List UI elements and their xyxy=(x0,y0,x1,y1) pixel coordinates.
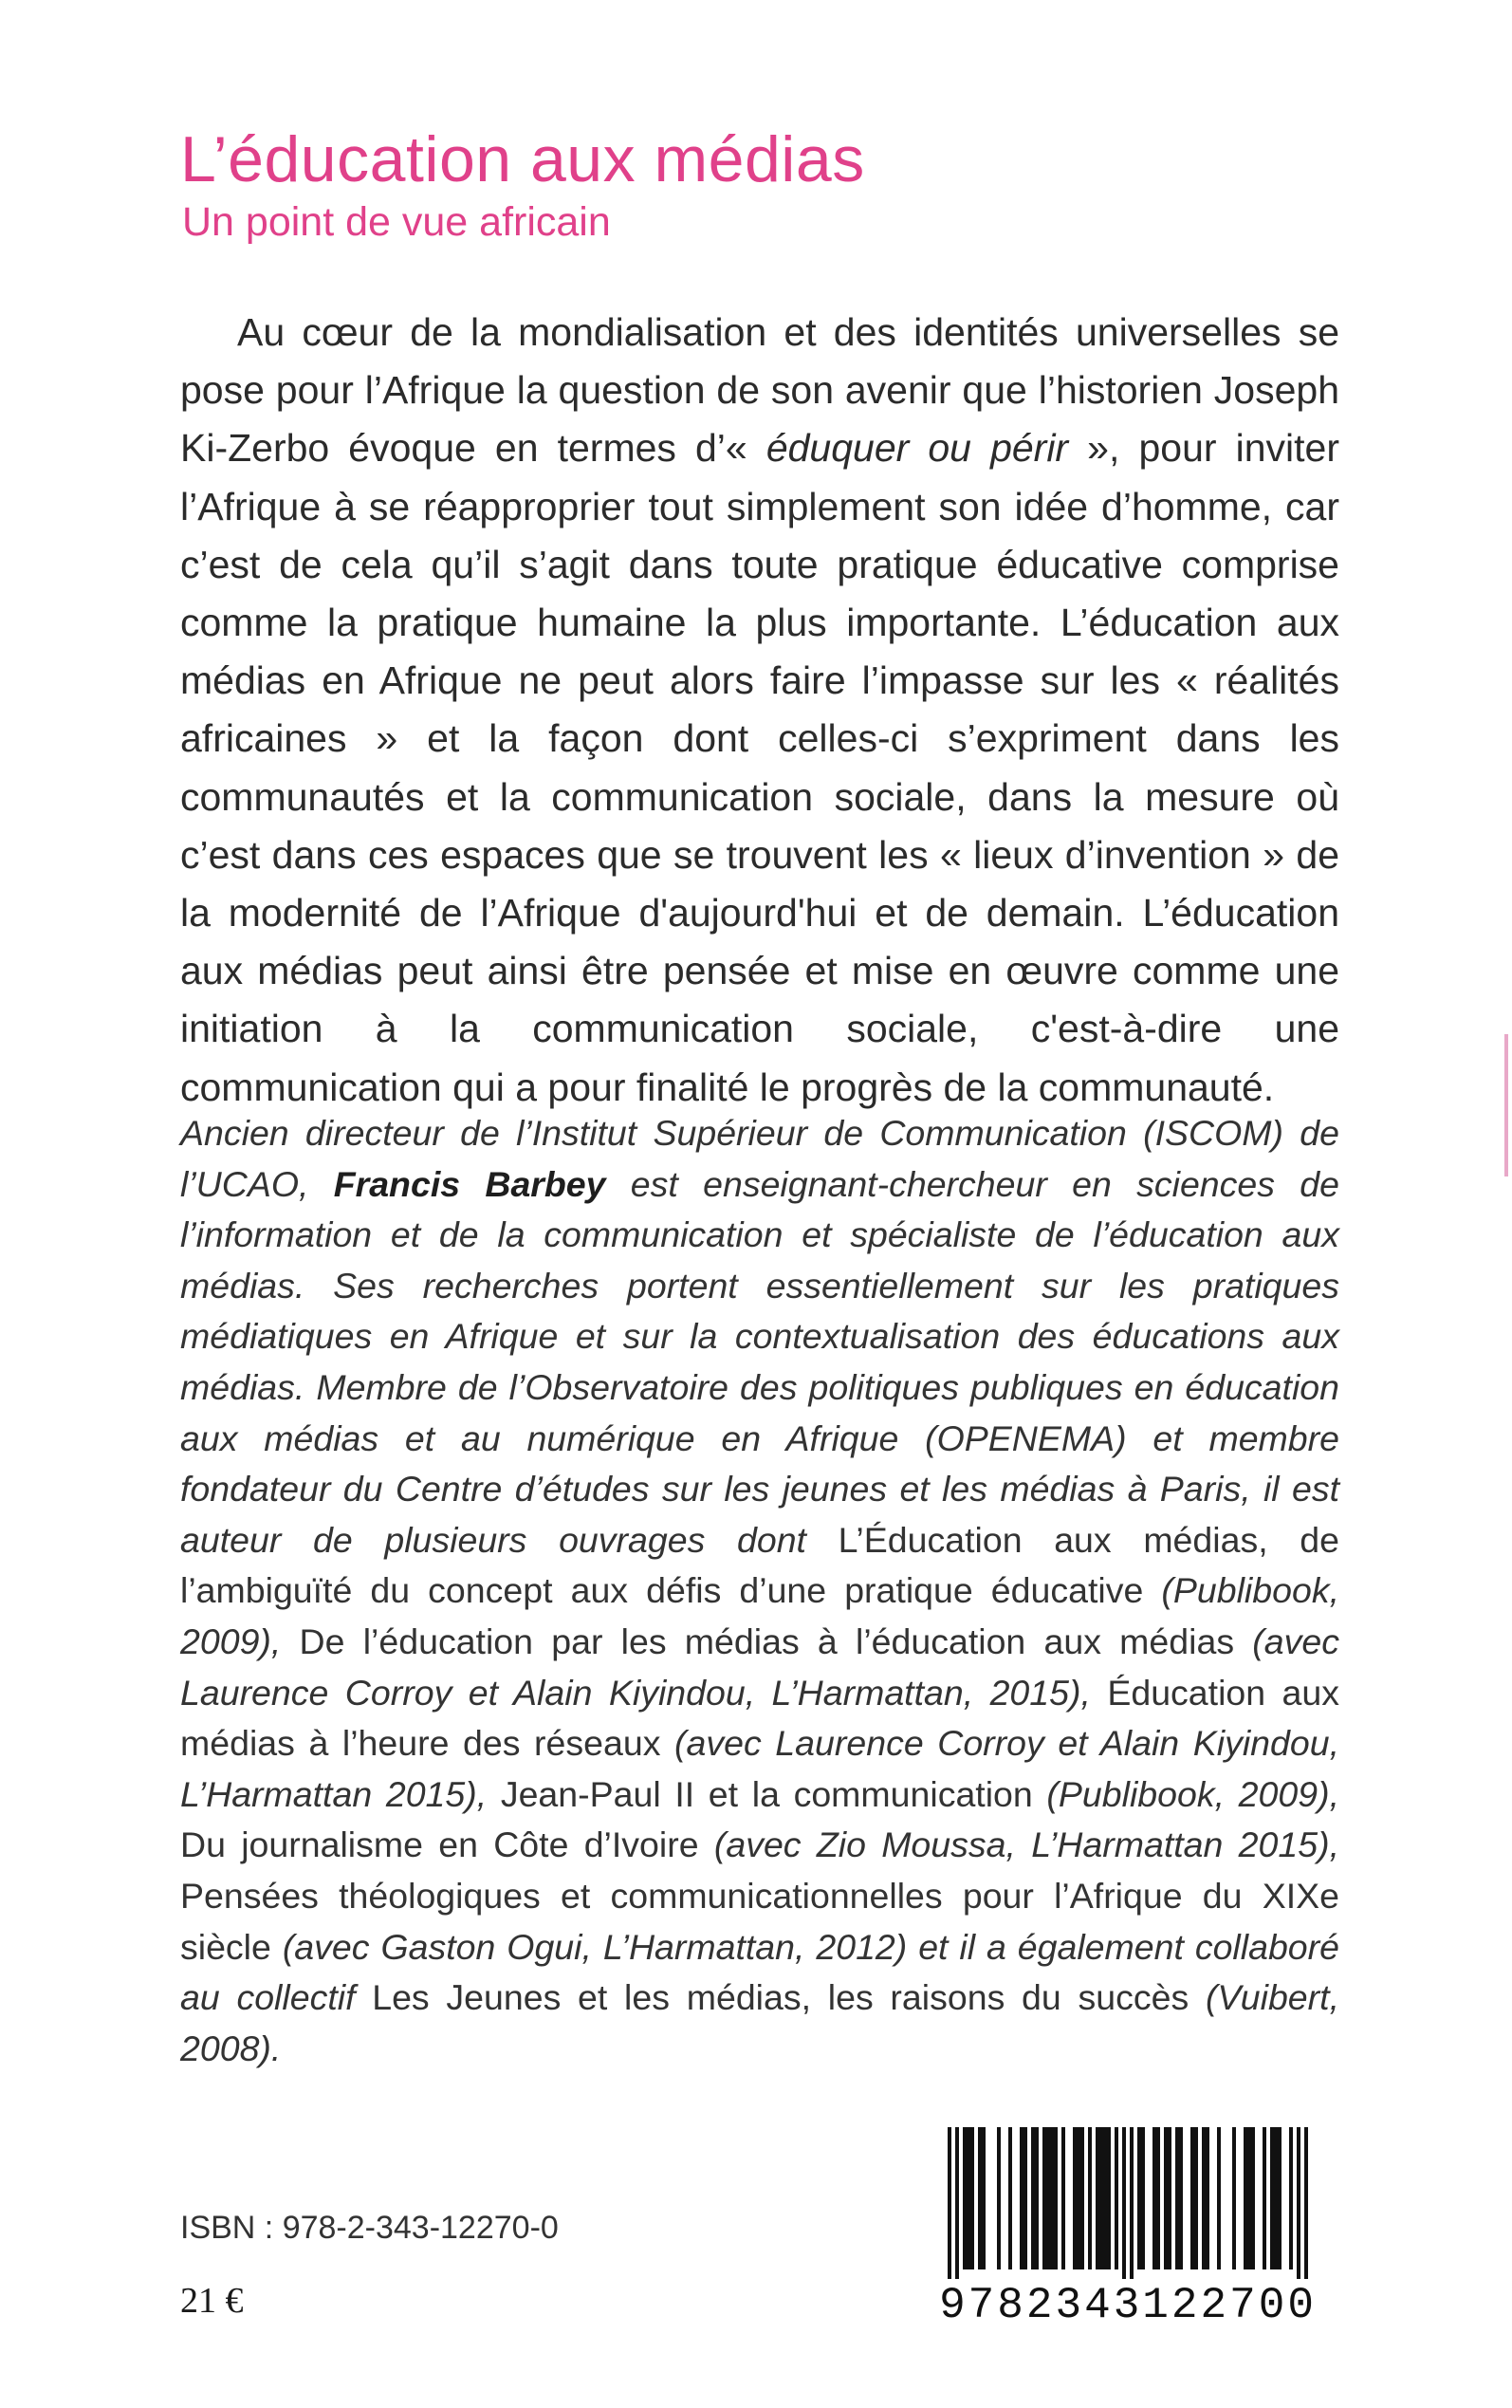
barcode-bar xyxy=(1297,2127,1300,2279)
barcode-bar xyxy=(1103,2127,1107,2269)
book-reference: Du journalisme en Côte d’Ivoire xyxy=(180,1825,714,1865)
barcode-bar xyxy=(1054,2127,1058,2269)
book-reference: De l’éducation par les médias à l’éducation aux médias xyxy=(281,1621,1253,1661)
barcode-bar xyxy=(997,2127,1001,2269)
barcode-bar xyxy=(1263,2127,1266,2269)
barcode-bar xyxy=(1179,2127,1183,2269)
barcode-bar xyxy=(982,2127,986,2269)
summary-paragraph xyxy=(180,304,1339,1117)
barcode-bar xyxy=(1115,2127,1118,2269)
barcode-bar xyxy=(1099,2127,1103,2269)
barcode-bar xyxy=(1122,2127,1126,2279)
barcode-bar xyxy=(948,2127,951,2279)
barcode-bar xyxy=(1190,2127,1194,2269)
barcode-bar xyxy=(1289,2127,1293,2269)
barcode-bar xyxy=(1152,2127,1156,2269)
barcode-bar xyxy=(1270,2127,1274,2269)
price-label: 21 € xyxy=(180,2281,244,2321)
book-title: L’éducation aux médias xyxy=(180,123,865,195)
barcode-bar xyxy=(1096,2127,1099,2269)
barcode-bar xyxy=(1206,2127,1209,2269)
summary-text: Au cœur de la mondialisation et des identités universelles se pose pour l’Afrique la question de son avenir que l’historien Joseph Ki-Zerbo évoque en termes d’« xyxy=(180,310,1339,471)
barcode-bar xyxy=(970,2127,974,2269)
bio-text: (Publibook, 2009), xyxy=(1046,1773,1339,1814)
summary-text: », pour inviter l’Afrique à se réapproprier tout simplement son idée d’homme, car c’est de cela qu’il s’agit dans toute pratique éducative comprise comme la pratique humaine la plus importante. L’éducation aux médias en Afrique ne peut alors faire l’impasse sur les « réalités africaines » et la façon dont celles-ci s’expriment dans les communautés et la communication sociale, dans la mesure où c’est dans ces espaces que se trouvent les « lieux d’invention » de la modernité de l’Afrique d'aujourd'hui et de demain. L’éducation aux médias peut ainsi être pensée et mise en œuvre comme une initiation à la communication sociale, c'est-à-dire une communication qui a pour finalité le progrès de la communauté. xyxy=(180,426,1339,1109)
isbn-label: ISBN : 978-2-343-12270-0 xyxy=(180,2210,559,2246)
barcode-bar xyxy=(1217,2127,1221,2269)
barcode-bar xyxy=(1088,2127,1092,2269)
barcode-bar xyxy=(1244,2127,1247,2269)
barcode-bar xyxy=(1304,2127,1308,2279)
barcode-bar xyxy=(1251,2127,1255,2269)
barcode-bar xyxy=(1107,2127,1111,2269)
barcode-bar xyxy=(1031,2127,1035,2269)
barcode-bar xyxy=(978,2127,982,2269)
barcode-bar xyxy=(1202,2127,1206,2269)
barcode-bar xyxy=(1073,2127,1077,2269)
book-reference: Jean-Paul II et la communication xyxy=(487,1773,1047,1814)
barcode-bar xyxy=(967,2127,970,2269)
barcode-bar xyxy=(1023,2127,1027,2269)
barcode-bar xyxy=(1080,2127,1084,2269)
bio-text: est enseignant-chercheur en sciences de l’information et de la communication et spécialiste de l’éducation aux médias. Ses recherches portent essentiellement sur les pratiques médiatiques en Afrique et sur la contextualisation des éducations aux médias. Membre de l’Observatoire des politiques publiques en éducation aux médias et au numérique en Afrique (OPENEMA) et membre fondateur du Centre d’études sur les jeunes et les médias à Paris, il est auteur de plusieurs ouvrages dont xyxy=(180,1163,1339,1560)
barcode-bar xyxy=(1137,2127,1141,2269)
barcode-bar xyxy=(955,2127,959,2279)
bio-text: (avec Laurence Corroy et Alain Kiyindou, L’Harmattan 2015), xyxy=(180,1723,1339,1814)
author-bio xyxy=(180,1108,1339,2074)
bio-text: (avec Laurence Corroy et Alain Kiyindou, L’Harmattan, 2015), xyxy=(180,1621,1339,1713)
barcode-digits: 9782343122700 xyxy=(939,2281,1317,2330)
barcode-bar xyxy=(1247,2127,1251,2269)
barcode-bar xyxy=(1042,2127,1046,2269)
barcode-bar xyxy=(1175,2127,1179,2269)
bio-text: (avec Gaston Ogui, L’Harmattan, 2012) et il a également collaboré au collectif xyxy=(180,1926,1339,2018)
barcode-bar xyxy=(963,2127,967,2269)
barcode-bar xyxy=(1232,2127,1236,2269)
book-reference: Éducation aux médias à l’heure des réseaux xyxy=(180,1672,1340,1764)
barcode-bar xyxy=(1046,2127,1050,2269)
author-name: Francis Barbey xyxy=(333,1163,606,1204)
bio-text: (Vuibert, 2008). xyxy=(180,1977,1339,2068)
barcode-bar xyxy=(1274,2127,1278,2269)
book-reference: Pensées théologiques et communicationnelles pour l’Afrique du XIXe siècle xyxy=(180,1875,1339,1967)
barcode-bar xyxy=(1050,2127,1054,2269)
barcode-bar xyxy=(1077,2127,1080,2269)
barcode-bar xyxy=(1164,2127,1168,2269)
bio-text: Ancien directeur de l’Institut Supérieur de Communication (ISCOM) de l’UCAO, xyxy=(180,1113,1339,1204)
barcode-bar xyxy=(1168,2127,1171,2269)
barcode-bar xyxy=(1061,2127,1065,2269)
bio-text: (Publibook, 2009), xyxy=(180,1570,1339,1661)
edge-accent xyxy=(1504,1034,1508,1176)
book-reference: Les Jeunes et les médias, les raisons du succès xyxy=(355,1977,1206,2018)
barcode-bar xyxy=(1141,2127,1145,2269)
barcode-bar xyxy=(1020,2127,1023,2269)
barcode-bar xyxy=(1156,2127,1160,2269)
bio-text: (avec Zio Moussa, L’Harmattan 2015), xyxy=(713,1825,1339,1865)
summary-quote: éduquer ou périr xyxy=(765,426,1069,471)
barcode-bar xyxy=(1035,2127,1039,2269)
barcode-bar xyxy=(1130,2127,1134,2279)
book-reference: L’Éducation aux médias, de l’ambiguïté du concept aux défis d’une pratique éducative xyxy=(180,1519,1339,1611)
book-subtitle: Un point de vue africain xyxy=(182,199,611,245)
barcode-bar xyxy=(1008,2127,1012,2269)
barcode-bar xyxy=(1278,2127,1282,2269)
barcode-bar xyxy=(1194,2127,1198,2269)
